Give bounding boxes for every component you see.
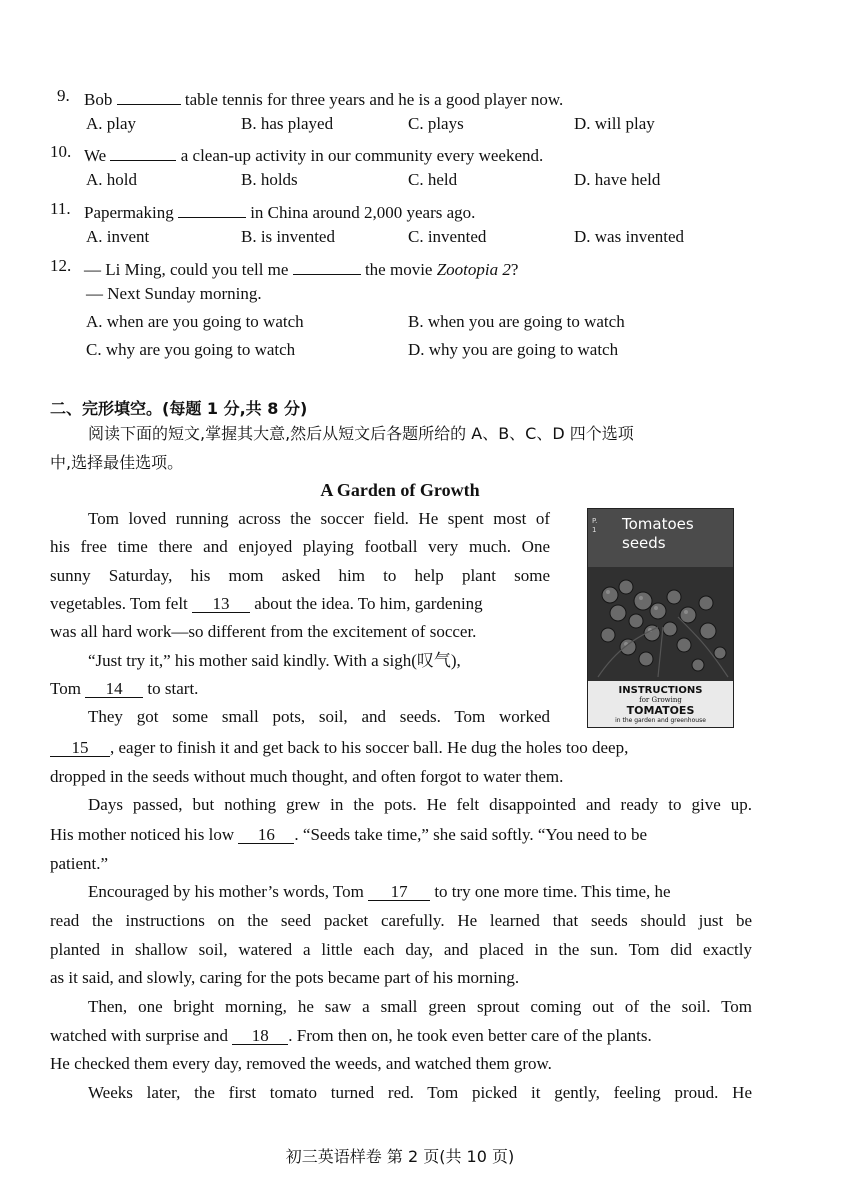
packet-title <box>622 515 694 553</box>
question-stem <box>84 199 475 223</box>
packet-side-mark: P. 1 <box>592 517 598 534</box>
passage-line: sunny Saturday, his mom asked him to help plant some <box>50 566 550 585</box>
option: C. plays <box>408 114 464 133</box>
tomato-plant-illustration <box>588 567 733 682</box>
blank-14: 14 <box>85 679 143 698</box>
option: D. will play <box>574 114 655 133</box>
blank-15: 15 <box>50 738 110 757</box>
passage-text: Encouraged by his mother’s words, Tom <box>88 882 364 901</box>
passage-text: . From then on, he took even better care of the plants. <box>288 1026 652 1045</box>
question-stem <box>84 256 518 280</box>
option: A. when are you going to watch <box>86 312 304 331</box>
question-number: 10. <box>50 142 72 161</box>
passage-text: vegetables. Tom felt <box>50 594 188 613</box>
passage-text: , eager to finish it and get back to his soccer ball. He dug the holes too deep, <box>110 738 629 757</box>
passage-text: to start. <box>147 679 199 698</box>
passage-line <box>50 1026 652 1046</box>
stem-text: — Li Ming, could you tell me <box>84 260 289 279</box>
answer-blank <box>110 142 176 161</box>
option: A. invent <box>86 227 150 246</box>
answer-blank <box>178 199 246 218</box>
stem-text: We <box>84 146 107 165</box>
blank-13: 13 <box>192 594 250 613</box>
option: C. held <box>408 170 458 189</box>
passage-line: Days passed, but nothing grew in the pots. He felt disappointed and ready to give up. <box>88 795 752 814</box>
stem-text: the movie <box>364 260 433 279</box>
option: D. have held <box>574 170 661 189</box>
passage-line: dropped in the seeds without much thought, and often forgot to water them. <box>50 767 564 786</box>
option: B. has played <box>241 114 334 133</box>
option: D. why you are going to watch <box>408 340 619 359</box>
option: C. invented <box>408 227 487 246</box>
passage-text: His mother noticed his low <box>50 825 235 844</box>
section-instruction: 中,选择最佳选项。 <box>50 453 184 472</box>
passage-line: read the instructions on the seed packet carefully. He learned that seeds should just be <box>50 911 752 930</box>
passage-text: . “Seeds take time,” she said softly. “You need to be <box>294 825 648 844</box>
option: B. when you are going to watch <box>408 312 625 331</box>
section-instruction: 阅读下面的短文,掌握其大意,然后从短文后各题所给的 A、B、C、D 四个选项 <box>88 424 634 443</box>
packet-title-line: Tomatoes <box>622 515 694 533</box>
packet-band-text: in the garden and greenhouse <box>615 717 706 724</box>
option: A. hold <box>86 170 137 189</box>
blank-17: 17 <box>368 882 430 901</box>
stem-text: a clean-up activity in our community every weekend. <box>180 146 544 165</box>
stem-text: Bob <box>84 90 113 109</box>
passage-line: as it said, and slowly, caring for the pots became part of his morning. <box>50 968 520 987</box>
stem-text: table tennis for three years and he is a good player now. <box>184 90 564 109</box>
passage-text: watched with surprise and <box>50 1026 228 1045</box>
option: A. play <box>86 114 137 133</box>
stem-text: Papermaking <box>84 203 174 222</box>
blank-18: 18 <box>232 1026 288 1045</box>
passage-line <box>50 679 198 699</box>
passage-line <box>50 594 550 614</box>
option: B. is invented <box>241 227 335 246</box>
question-number: 11. <box>50 199 71 218</box>
section-title: 二、完形填空。(每题 1 分,共 8 分) <box>50 399 308 418</box>
option: D. was invented <box>574 227 685 246</box>
packet-band-text: TOMATOES <box>626 704 695 717</box>
passage-line <box>50 825 647 845</box>
dialogue-reply: — Next Sunday morning. <box>86 284 262 303</box>
passage-line: was all hard work—so different from the excitement of soccer. <box>50 622 477 641</box>
passage-line: Then, one bright morning, he saw a small green sprout coming out of the soil. Tom <box>88 997 752 1016</box>
passage-text: about the idea. To him, gardening <box>254 594 483 613</box>
question-number: 12. <box>50 256 72 275</box>
seed-packet-image <box>587 508 734 728</box>
packet-instructions-band <box>588 681 733 727</box>
passage-text: Tom <box>50 679 81 698</box>
packet-band-text: for Growing <box>639 696 682 704</box>
option: B. holds <box>241 170 298 189</box>
passage-line: Weeks later, the first tomato turned red. Tom picked it gently, feeling proud. He <box>88 1083 752 1102</box>
packet-title-line: seeds <box>622 534 666 552</box>
passage-line: his free time there and enjoyed playing football very much. One <box>50 537 550 556</box>
question-stem <box>84 142 543 166</box>
question-number: 9. <box>57 86 70 105</box>
stem-text: in China around 2,000 years ago. <box>250 203 476 222</box>
stem-text: ? <box>510 260 519 279</box>
passage-line: planted in shallow soil, watered a little each day, and placed in the sun. Tom did exactly <box>50 940 752 959</box>
packet-band-text: INSTRUCTIONS <box>618 685 703 696</box>
blank-16: 16 <box>238 825 294 844</box>
passage-line: “Just try it,” his mother said kindly. With a sigh(叹气), <box>88 651 461 670</box>
page-footer: 初三英语样卷 第 2 页(共 10 页) <box>285 1147 515 1166</box>
passage-line <box>50 738 752 758</box>
passage-text: to try one more time. This time, he <box>434 882 671 901</box>
answer-blank <box>293 256 361 275</box>
passage-title: A Garden of Growth <box>320 480 480 500</box>
answer-blank <box>117 86 181 105</box>
passage-line: They got some small pots, soil, and seeds. Tom worked <box>88 707 550 726</box>
passage-line: He checked them every day, removed the weeds, and watched them grow. <box>50 1054 552 1073</box>
passage-line: patient.” <box>50 854 109 873</box>
option: C. why are you going to watch <box>86 340 296 359</box>
passage-line <box>88 882 671 902</box>
passage-line: Tom loved running across the soccer field. He spent most of <box>88 509 550 528</box>
question-stem <box>84 86 563 110</box>
movie-title: Zootopia 2 <box>436 260 511 279</box>
